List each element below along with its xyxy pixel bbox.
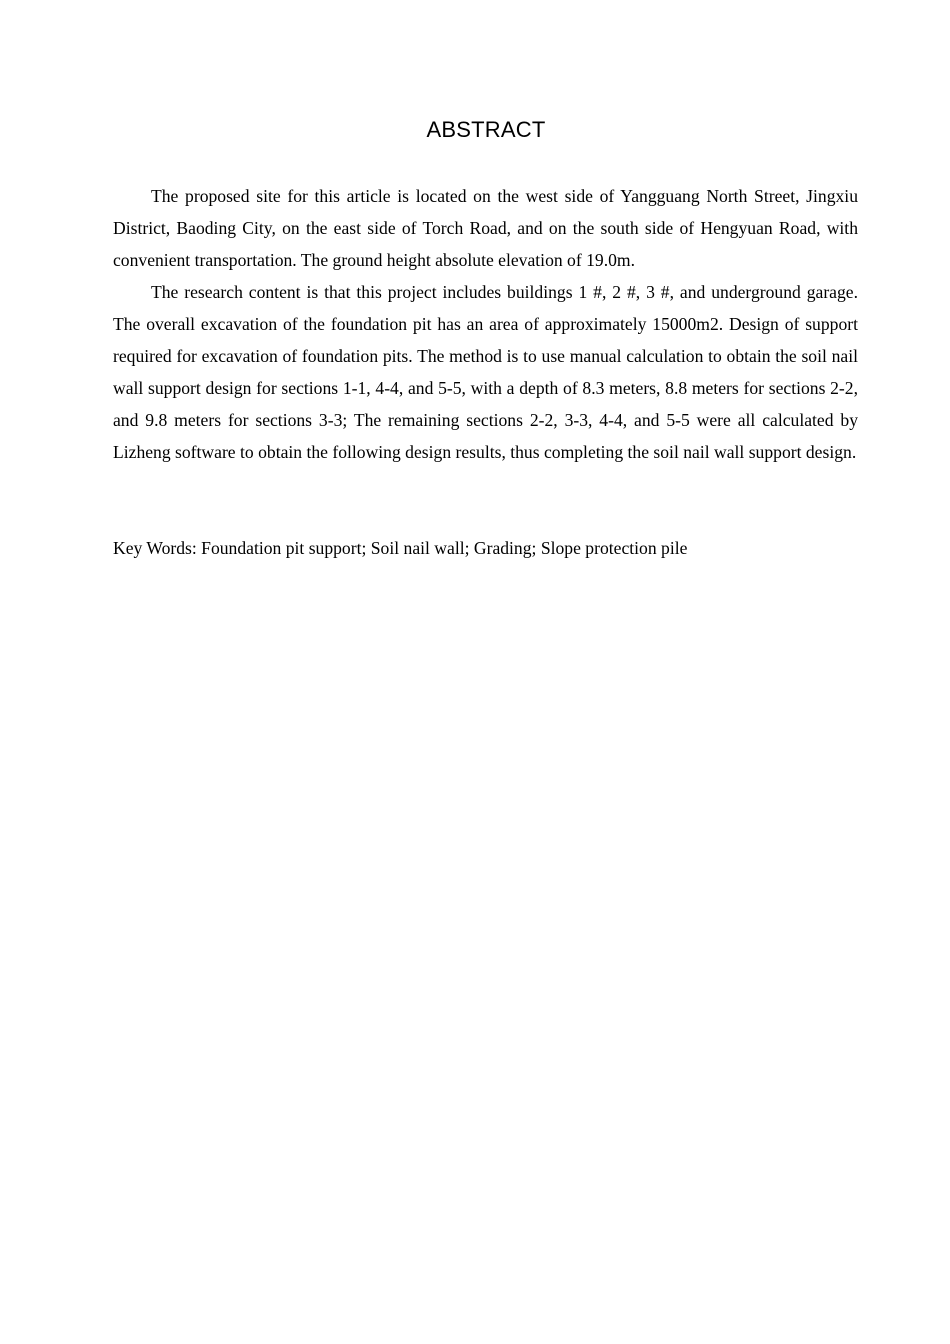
abstract-body — [113, 180, 858, 468]
abstract-paragraph-1: The proposed site for this article is located on the west side of Yangguang North Street, Jingxiu District, Baoding City, on the east side of Torch Road, and on the south side of Hengyuan Road, with convenient transportation. The ground height absolute elevation of 19.0m. — [113, 186, 858, 270]
abstract-title: ABSTRACT — [426, 117, 546, 142]
abstract-paragraph-2: The research content is that this project includes buildings 1 #, 2 #, 3 #, and underground garage. The overall excavation of the foundation pit has an area of approximately 15000m2. Design of support required for excavation of foundation pits. The method is to use manual calculation to obtain the soil nail wall support design for sections 1-1, 4-4, and 5-5, with a depth of 8.3 meters, 8.8 meters for sections 2-2, and 9.8 meters for sections 3-3; The remaining sections 2-2, 3-3, 4-4, and 5-5 were all calculated by Lizheng software to obtain the following design results, thus completing the soil nail wall support design. — [113, 282, 858, 462]
keywords-line: Key Words: Foundation pit support; Soil nail wall; Grading; Slope protection pile — [113, 538, 688, 558]
